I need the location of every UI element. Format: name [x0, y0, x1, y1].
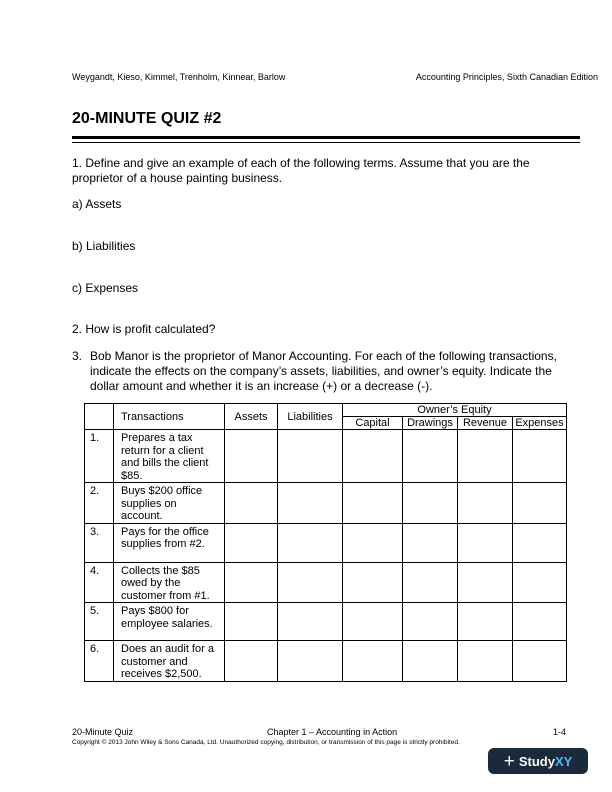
liabilities-cell [278, 483, 343, 524]
row-number: 3. [85, 523, 114, 562]
footer-quiz-label: 20-Minute Quiz [72, 727, 134, 737]
revenue-cell [458, 430, 513, 483]
expenses-cell [513, 562, 567, 603]
question-3-text: Bob Manor is the proprietor of Manor Accounting. For each of the following transactions, indicate the effects on the company’s assets, liabilities, and owner’s equity. Indicate the dollar amount and whether it is an increase (+) or a decrease (-). [90, 349, 557, 393]
drawings-cell [403, 603, 458, 641]
capital-cell [343, 562, 403, 603]
row-transaction: Does an audit for a customer and receives $2,500. [114, 641, 225, 682]
capital-cell [343, 603, 403, 641]
header-drawings: Drawings [403, 417, 458, 430]
assets-cell [225, 430, 278, 483]
question-1-item-a: a) Assets [72, 197, 122, 211]
row-number: 6. [85, 641, 114, 682]
row-transaction: Pays $800 for employee salaries. [114, 603, 225, 641]
header-capital: Capital [343, 417, 403, 430]
header-book-title: Accounting Principles, Sixth Canadian Edition [415, 72, 598, 82]
liabilities-cell [278, 430, 343, 483]
header-number-cell [85, 404, 114, 430]
row-transaction: Collects the $85 owed by the customer from #1. [114, 562, 225, 603]
footer-chapter: Chapter 1 – Accounting in Action [267, 727, 398, 737]
header-liabilities: Liabilities [278, 404, 343, 430]
liabilities-cell [278, 603, 343, 641]
expenses-cell [513, 641, 567, 682]
badge-text-accent: XY [554, 753, 573, 769]
title-rule-thick [72, 136, 580, 139]
badge-text-main: Study [518, 753, 555, 769]
revenue-cell [458, 641, 513, 682]
capital-cell [343, 430, 403, 483]
assets-cell [225, 641, 278, 682]
footer-page-number: 1-4 [553, 727, 567, 737]
question-1-item-b: b) Liabilities [72, 239, 136, 253]
row-transaction: Buys $200 office supplies on account. [114, 483, 225, 524]
table-row [85, 641, 567, 682]
header-transactions: Transactions [114, 404, 225, 430]
row-number: 4. [85, 562, 114, 603]
assets-cell [225, 562, 278, 603]
header-owners-equity: Owner’s Equity [343, 404, 567, 417]
question-2: 2. How is profit calculated? [72, 322, 216, 336]
expenses-cell [513, 483, 567, 524]
capital-cell [343, 483, 403, 524]
capital-cell [343, 641, 403, 682]
plus-icon: + [503, 750, 515, 772]
title-rule-thin [72, 142, 580, 143]
row-number: 5. [85, 603, 114, 641]
expenses-cell [513, 603, 567, 641]
liabilities-cell [278, 523, 343, 562]
header-expenses: Expenses [513, 417, 567, 430]
drawings-cell [403, 523, 458, 562]
studyxy-badge[interactable] [488, 748, 588, 774]
expenses-cell [513, 523, 567, 562]
header-assets: Assets [225, 404, 278, 430]
page-title: 20-MINUTE QUIZ #2 [72, 110, 222, 127]
header-revenue: Revenue [458, 417, 513, 430]
table-row [85, 562, 567, 603]
drawings-cell [403, 641, 458, 682]
drawings-cell [403, 430, 458, 483]
question-3-number: 3. [72, 349, 83, 363]
question-3 [72, 349, 577, 394]
transactions-table [84, 403, 567, 682]
drawings-cell [403, 483, 458, 524]
revenue-cell [458, 603, 513, 641]
copyright-notice: Copyright © 2013 John Wiley & Sons Canada, Ltd. Unauthorized copying, distribution, or transmission of this page is strictly prohibited. [72, 739, 460, 746]
expenses-cell [513, 430, 567, 483]
table-row [85, 603, 567, 641]
capital-cell [343, 523, 403, 562]
table-row [85, 523, 567, 562]
drawings-cell [403, 562, 458, 603]
row-number: 2. [85, 483, 114, 524]
table-row [85, 430, 567, 483]
row-number: 1. [85, 430, 114, 483]
liabilities-cell [278, 562, 343, 603]
question-1: 1. Define and give an example of each of the following terms. Assume that you are the proprietor of a house painting business. [72, 156, 530, 185]
row-transaction: Prepares a tax return for a client and bills the client $85. [114, 430, 225, 483]
question-1-item-c: c) Expenses [72, 281, 139, 295]
assets-cell [225, 483, 278, 524]
row-transaction: Pays for the office supplies from #2. [114, 523, 225, 562]
revenue-cell [458, 483, 513, 524]
revenue-cell [458, 562, 513, 603]
header-authors: Weygandt, Kieso, Kimmel, Trenholm, Kinnear, Barlow [72, 72, 286, 82]
assets-cell [225, 523, 278, 562]
revenue-cell [458, 523, 513, 562]
assets-cell [225, 603, 278, 641]
liabilities-cell [278, 641, 343, 682]
table-row [85, 483, 567, 524]
